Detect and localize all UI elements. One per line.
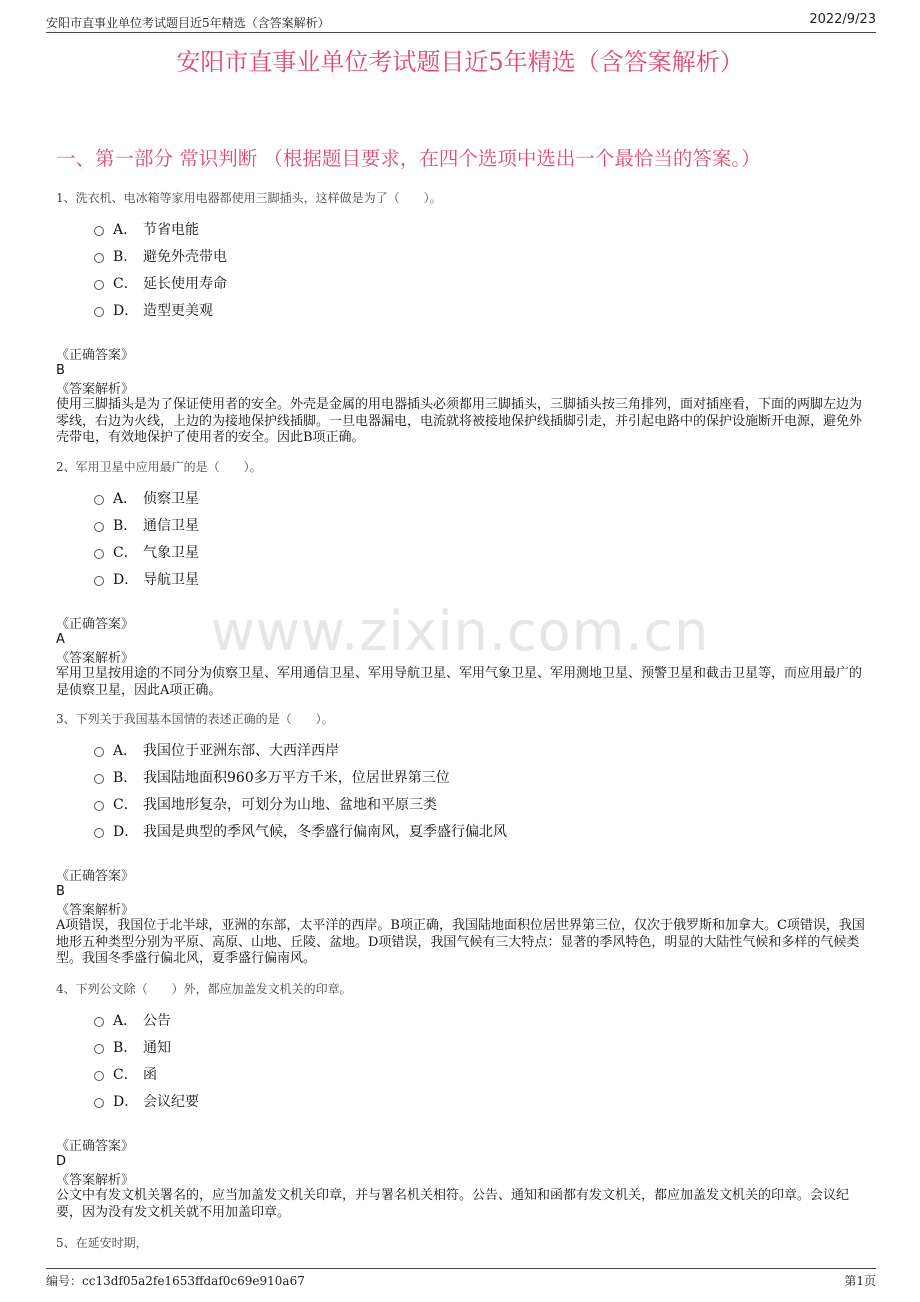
option-text: 通信卫星 [143,517,199,534]
radio-icon[interactable] [94,576,104,586]
option-d[interactable]: D． 造型更美观 [94,296,866,323]
option-text: 我国是典型的季风气候，冬季盛行偏南风，夏季盛行偏北风 [143,823,507,840]
radio-icon[interactable] [94,747,104,757]
radio-icon[interactable] [94,307,104,317]
option-text: 会议纪要 [143,1093,199,1110]
answer-label: 《正确答案》 [56,1139,135,1154]
radio-icon[interactable] [94,1044,104,1054]
radio-icon[interactable] [94,495,104,505]
option-text: 我国地形复杂，可划分为山地、盆地和平原三类 [143,796,437,813]
analysis-label: 《答案解析》 [56,651,135,666]
option-text: 造型更美观 [143,302,213,319]
radio-icon[interactable] [94,1071,104,1081]
radio-icon[interactable] [94,549,104,559]
option-b[interactable]: B． 通信卫星 [94,511,866,538]
answer-value: B [56,884,65,899]
watermark: www.zixin.com.cn [210,600,710,663]
question-3 [56,710,866,968]
option-text: 我国陆地面积960多万平方千米，位居世界第三位 [143,769,450,786]
option-text: 延长使用寿命 [143,275,227,292]
option-a[interactable]: A． 我国位于亚洲东部、大西洋西岸 [94,736,866,763]
answer-label: 《正确答案》 [56,869,135,884]
page-number: 第1页 [844,1274,876,1288]
option-d[interactable]: D． 我国是典型的季风气候，冬季盛行偏南风，夏季盛行偏北风 [94,817,866,844]
option-c[interactable]: C． 延长使用寿命 [94,269,866,296]
option-a[interactable]: A． 节省电能 [94,215,866,242]
option-text: 气象卫星 [143,544,199,561]
option-d[interactable]: D． 导航卫星 [94,565,866,592]
option-b[interactable]: B． 避免外壳带电 [94,242,866,269]
option-text: 公告 [143,1012,171,1029]
radio-icon[interactable] [94,801,104,811]
question-title: 2、军用卫星中应用最广的是（ ）。 [56,460,262,474]
option-c[interactable]: C． 我国地形复杂，可划分为山地、盆地和平原三类 [94,790,866,817]
question-2 [56,458,866,699]
radio-icon[interactable] [94,280,104,290]
option-b[interactable]: B． 通知 [94,1033,866,1060]
analysis-text: 公文中有发文机关署名的，应当加盖发文机关印章，并与署名机关相符。公告、通知和函都有发文机关，都应加盖发文机关的印章。会议纪要，因为没有发文机关就不用加盖印章。 [56,1188,850,1220]
document-title: 安阳市直事业单位考试题目近5年精选（含答案解析） [176,48,744,76]
option-text: 通知 [143,1039,171,1056]
question-title: 1、洗衣机、电冰箱等家用电器都使用三脚插头，这样做是为了（ ）。 [56,191,442,205]
radio-icon[interactable] [94,828,104,838]
section-heading: 一、第一部分 常识判断 （根据题目要求，在四个选项中选出一个最恰当的答案。） [56,147,761,170]
option-text: 避免外壳带电 [143,248,227,265]
analysis-text: 军用卫星按用途的不同分为侦察卫星、军用通信卫星、军用导航卫星、军用气象卫星、军用测地卫星、预警卫星和截击卫星等，而应用最广的是侦察卫星，因此A项正确。 [56,666,863,698]
analysis-label: 《答案解析》 [56,903,135,918]
header-title: 安阳市直事业单位考试题目近5年精选（含答案解析） [46,16,330,30]
option-text: 侦察卫星 [143,490,199,507]
question-title: 4、下列公文除（ ）外，都应加盖发文机关的印章。 [56,982,352,996]
option-b[interactable]: B． 我国陆地面积960多万平方千米，位居世界第三位 [94,763,866,790]
radio-icon[interactable] [94,774,104,784]
page-header [46,12,876,33]
option-text: 函 [143,1066,157,1083]
option-text: 导航卫星 [143,571,199,588]
radio-icon[interactable] [94,1017,104,1027]
header-date: 2022/9/23 [809,12,876,27]
answer-value: A [56,632,65,647]
answer-label: 《正确答案》 [56,617,135,632]
radio-icon[interactable] [94,1098,104,1108]
option-a[interactable]: A． 公告 [94,1006,866,1033]
question-4 [56,980,866,1221]
option-a[interactable]: A． 侦察卫星 [94,484,866,511]
page-footer [46,1268,876,1291]
option-c[interactable]: C． 函 [94,1060,866,1087]
question-5 [56,1234,866,1251]
option-c[interactable]: C． 气象卫星 [94,538,866,565]
option-d[interactable]: D． 会议纪要 [94,1087,866,1114]
option-text: 节省电能 [143,221,199,238]
analysis-label: 《答案解析》 [56,382,135,397]
answer-value: D [56,1154,67,1169]
radio-icon[interactable] [94,253,104,263]
document-code: 编号：cc13df05a2fe1653ffdaf0c69e910a67 [46,1274,305,1288]
question-1 [56,189,866,447]
answer-label: 《正确答案》 [56,348,135,363]
analysis-text: 使用三脚插头是为了保证使用者的安全。外壳是金属的用电器插头必须都用三脚插头，三脚插头按三角排列，面对插座看，下面的两脚左边为零线，右边为火线，上边的为接地保护线插脚。一旦电器漏电，电流就将被接地保护线插脚引走，并引起电路中的保护设施断开电源，避免外壳带电，有效地保护了使用者的安全。因此B项正确。 [56,397,863,445]
radio-icon[interactable] [94,226,104,236]
option-text: 我国位于亚洲东部、大西洋西岸 [143,742,339,759]
analysis-text: A项错误，我国位于北半球，亚洲的东部，太平洋的西岸。B项正确，我国陆地面积位居世界第三位，仅次于俄罗斯和加拿大。C项错误，我国地形五种类型分别为平原、高原、山地、丘陵、盆地。D项错误，我国气候有三大特点：显著的季风特色，明显的大陆性气候和多样的气候类型。我国冬季盛行偏北风，夏季盛行偏南风。 [56,918,865,966]
radio-icon[interactable] [94,522,104,532]
question-title: 3、下列关于我国基本国情的表述正确的是（ ）。 [56,712,334,726]
analysis-label: 《答案解析》 [56,1173,135,1188]
answer-value: B [56,363,65,378]
question-title: 5、在延安时期， [56,1236,148,1250]
